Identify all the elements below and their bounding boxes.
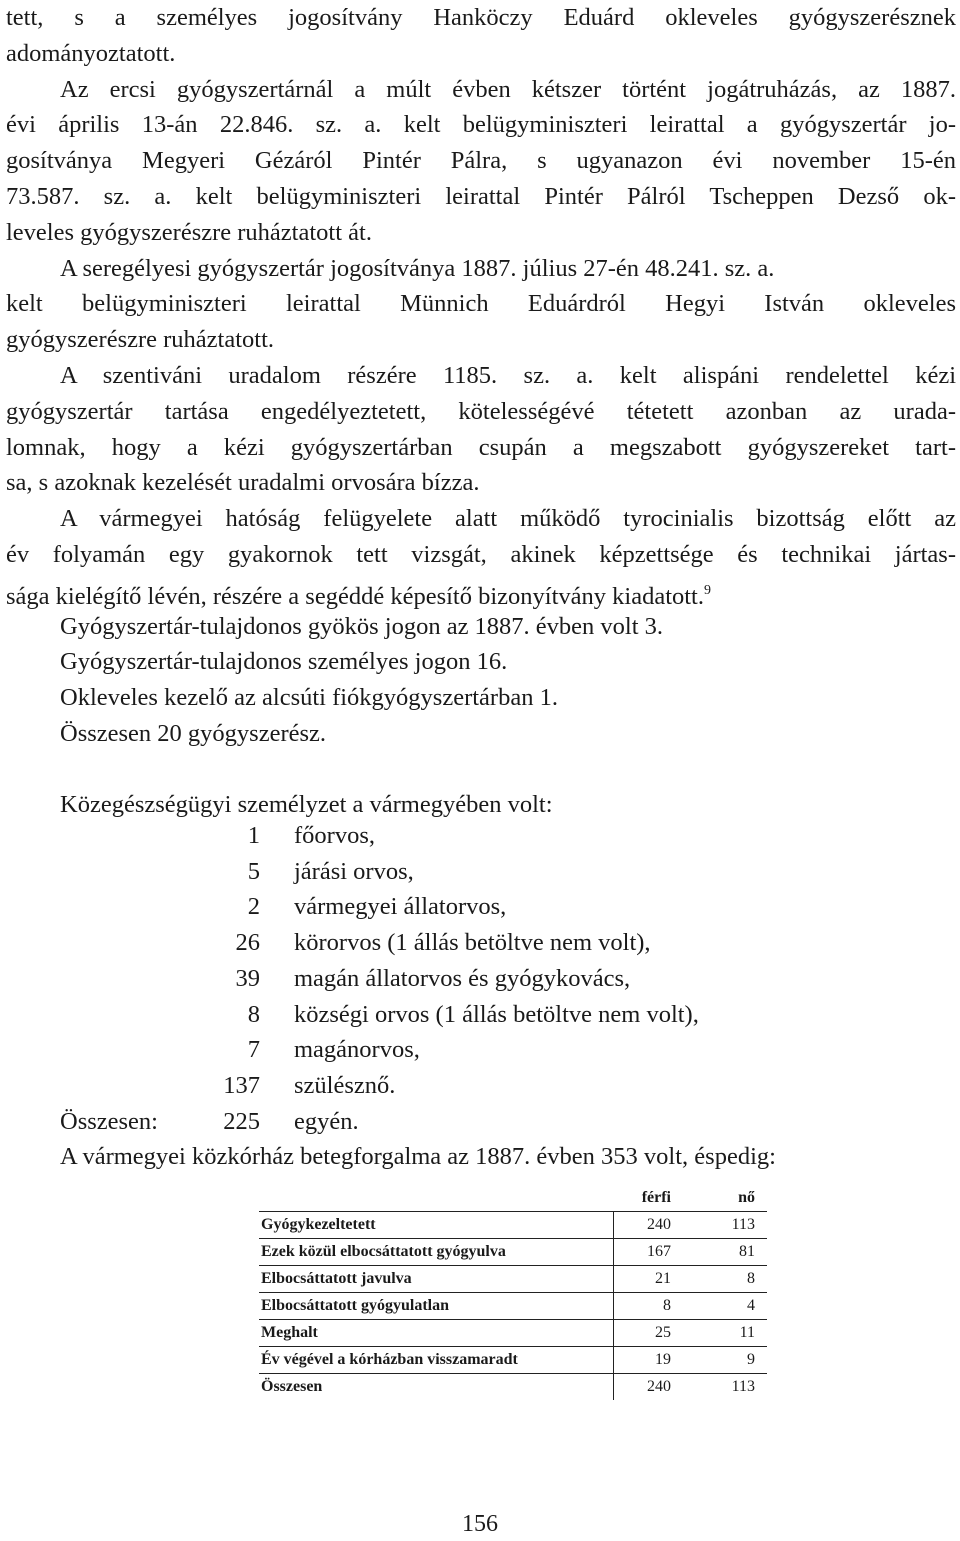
cell-no: 8 <box>747 1270 755 1287</box>
staff-count: 8 <box>247 1000 260 1028</box>
text-line <box>6 251 956 287</box>
text-line <box>6 609 956 645</box>
staff-row <box>60 961 820 997</box>
staff-row <box>60 1032 820 1068</box>
staff-row <box>60 1104 820 1140</box>
staff-role: járási orvos, <box>294 857 414 885</box>
text-line-content: sága kielégítő lévén, részére a segéddé képesítő bizonyítvány kiadatott. <box>6 582 704 610</box>
text-line-content: Okleveles kezelő az alcsúti fiókgyógyszertárban 1. <box>60 684 558 712</box>
staff-row <box>60 818 820 854</box>
cell-ferfi: 8 <box>663 1297 671 1314</box>
text-line <box>6 465 956 501</box>
column-divider <box>613 1320 614 1346</box>
text-line <box>6 537 956 573</box>
cell-ferfi: 167 <box>647 1243 671 1260</box>
table-row <box>259 1347 767 1374</box>
body-text <box>6 0 956 823</box>
staff-row <box>60 925 820 961</box>
row-label: Meghalt <box>261 1324 318 1341</box>
cell-no: 81 <box>739 1243 755 1260</box>
text-line-content: Gyógyszertár-tulajdonos gyökös jogon az 1887. évben volt 3. <box>60 612 664 640</box>
row-label: Ezek közül elbocsáttatott gyógyulva <box>261 1243 506 1260</box>
text-line-content: lomnak, hogy a kézi gyógyszertárban csupán a megszabott gyógyszereket tart- <box>6 433 956 461</box>
staff-row <box>60 1068 820 1104</box>
staff-count: 5 <box>247 857 260 885</box>
staff-label: Összesen: <box>60 1107 158 1135</box>
staff-intro: Közegészségügyi személyzet a vármegyében volt: <box>60 790 553 818</box>
row-label: Gyógykezeltetett <box>261 1216 376 1233</box>
text-line-content: gosítványa Megyeri Gézáról Pintér Pálra, s ugyanazon évi november 15-én <box>6 147 956 175</box>
text-line-content: Gyógyszertár-tulajdonos személyes jogon 16. <box>60 648 508 676</box>
column-divider <box>613 1212 614 1238</box>
text-line-content: évi április 13-án 22.846. sz. a. kelt belügyminiszteri leirattal a gyógyszertár jo- <box>6 111 956 139</box>
table-header <box>259 1189 767 1212</box>
staff-count: 26 <box>235 929 260 957</box>
text-line <box>6 143 956 179</box>
text-line-content: sa, s azoknak kezelését uradalmi orvosára bízza. <box>6 469 480 497</box>
staff-count: 137 <box>223 1071 260 1099</box>
text-line-content: adományoztatott. <box>6 39 176 67</box>
text-line-content: év folyamán egy gyakornok tett vizsgát, akinek képzettsége és technikai jártas- <box>6 540 956 568</box>
hospital-intro: A vármegyei közkórház betegforgalma az 1887. évben 353 volt, éspedig: <box>60 1143 776 1171</box>
text-line <box>6 36 956 72</box>
staff-count: 2 <box>247 893 260 921</box>
text-line <box>6 644 956 680</box>
text-line <box>6 72 956 108</box>
header-ferfi: férfi <box>641 1189 671 1206</box>
row-label: Év végével a kórházban visszamaradt <box>261 1351 518 1368</box>
cell-ferfi: 21 <box>655 1270 671 1287</box>
table-row <box>259 1212 767 1239</box>
table-row <box>259 1293 767 1320</box>
staff-role: főorvos, <box>294 822 375 849</box>
text-line-content: leveles gyógyszerészre ruháztatott át. <box>6 218 372 246</box>
staff-count: 39 <box>235 964 260 992</box>
text-line <box>6 286 956 322</box>
staff-role: magánorvos, <box>294 1036 420 1064</box>
cell-no: 113 <box>731 1216 755 1233</box>
text-line <box>6 215 956 251</box>
cell-no: 11 <box>739 1324 755 1341</box>
table-row <box>259 1374 767 1400</box>
text-line <box>6 430 956 466</box>
cell-no: 113 <box>731 1378 755 1395</box>
cell-no: 9 <box>747 1351 755 1368</box>
staff-role: körorvos (1 állás betöltve nem volt), <box>294 929 651 957</box>
staff-row <box>60 997 820 1033</box>
hospital-table <box>259 1189 767 1400</box>
text-line-content: Összesen 20 gyógyszerész. <box>60 719 327 747</box>
text-line <box>6 179 956 215</box>
text-line-content: gyógyszertár tartása engedélyeztetett, kötelességévé tétetett azonban az urada- <box>6 397 956 425</box>
text-line-content: A szentiváni uradalom részére 1185. sz. a. kelt alispáni rendelettel kézi <box>60 361 956 389</box>
column-divider <box>613 1347 614 1373</box>
page-number: 156 <box>462 1511 498 1537</box>
text-line <box>6 716 956 752</box>
staff-row <box>60 854 820 890</box>
header-no: nő <box>738 1189 755 1206</box>
table-body <box>259 1212 767 1400</box>
text-line-content: Az ercsi gyógyszertárnál a múlt évben kétszer történt jogátruházás, az 1887. <box>60 75 956 103</box>
row-label: Elbocsáttatott gyógyulatlan <box>261 1297 449 1314</box>
text-line-content: A vármegyei hatóság felügyelete alatt működő tyrocinialis bizottság előtt az <box>60 505 956 533</box>
text-line-content: gyógyszerészre ruháztatott. <box>6 326 275 354</box>
cell-no: 4 <box>747 1297 755 1314</box>
row-label: Elbocsáttatott javulva <box>261 1270 412 1287</box>
column-divider <box>613 1239 614 1265</box>
text-line <box>6 322 956 358</box>
table-row <box>259 1266 767 1293</box>
text-line <box>6 358 956 394</box>
staff-count: 1 <box>247 822 260 849</box>
cell-ferfi: 19 <box>655 1351 671 1368</box>
staff-count: 7 <box>247 1036 260 1064</box>
text-line-content: 73.587. sz. a. kelt belügyminiszteri leirattal Pintér Pálról Tscheppen Dezső ok- <box>6 182 956 210</box>
text-line-content: A seregélyesi gyógyszertár jogosítványa 1887. július 27-én 48.241. sz. a. <box>60 254 775 282</box>
column-divider <box>613 1266 614 1292</box>
text-line-content: tett, s a személyes jogosítvány Hanköczy Eduárd okleveles gyógyszerésznek <box>6 4 956 31</box>
staff-role: egyén. <box>294 1107 359 1135</box>
text-line <box>6 0 956 36</box>
column-divider <box>613 1374 614 1400</box>
table-row <box>259 1239 767 1266</box>
table-row <box>259 1320 767 1347</box>
text-line <box>6 107 956 143</box>
text-line <box>6 394 956 430</box>
staff-role: községi orvos (1 állás betöltve nem volt), <box>294 1000 699 1028</box>
staff-count: 225 <box>223 1107 260 1135</box>
footnote-marker: 9 <box>704 582 711 598</box>
staff-row <box>60 889 820 925</box>
text-line-content: kelt belügyminiszteri leirattal Münnich Eduárdról Hegyi István okleveles <box>6 290 956 318</box>
staff-role: vármegyei állatorvos, <box>294 893 507 921</box>
cell-ferfi: 240 <box>647 1216 671 1233</box>
row-label: Összesen <box>261 1378 323 1395</box>
text-line <box>6 680 956 716</box>
text-line <box>6 501 956 537</box>
staff-role: szülésznő. <box>294 1071 396 1099</box>
staff-role: magán állatorvos és gyógykovács, <box>294 964 631 992</box>
column-divider <box>613 1293 614 1319</box>
text-line <box>6 573 956 609</box>
cell-ferfi: 25 <box>655 1324 671 1341</box>
cell-ferfi: 240 <box>647 1378 671 1395</box>
